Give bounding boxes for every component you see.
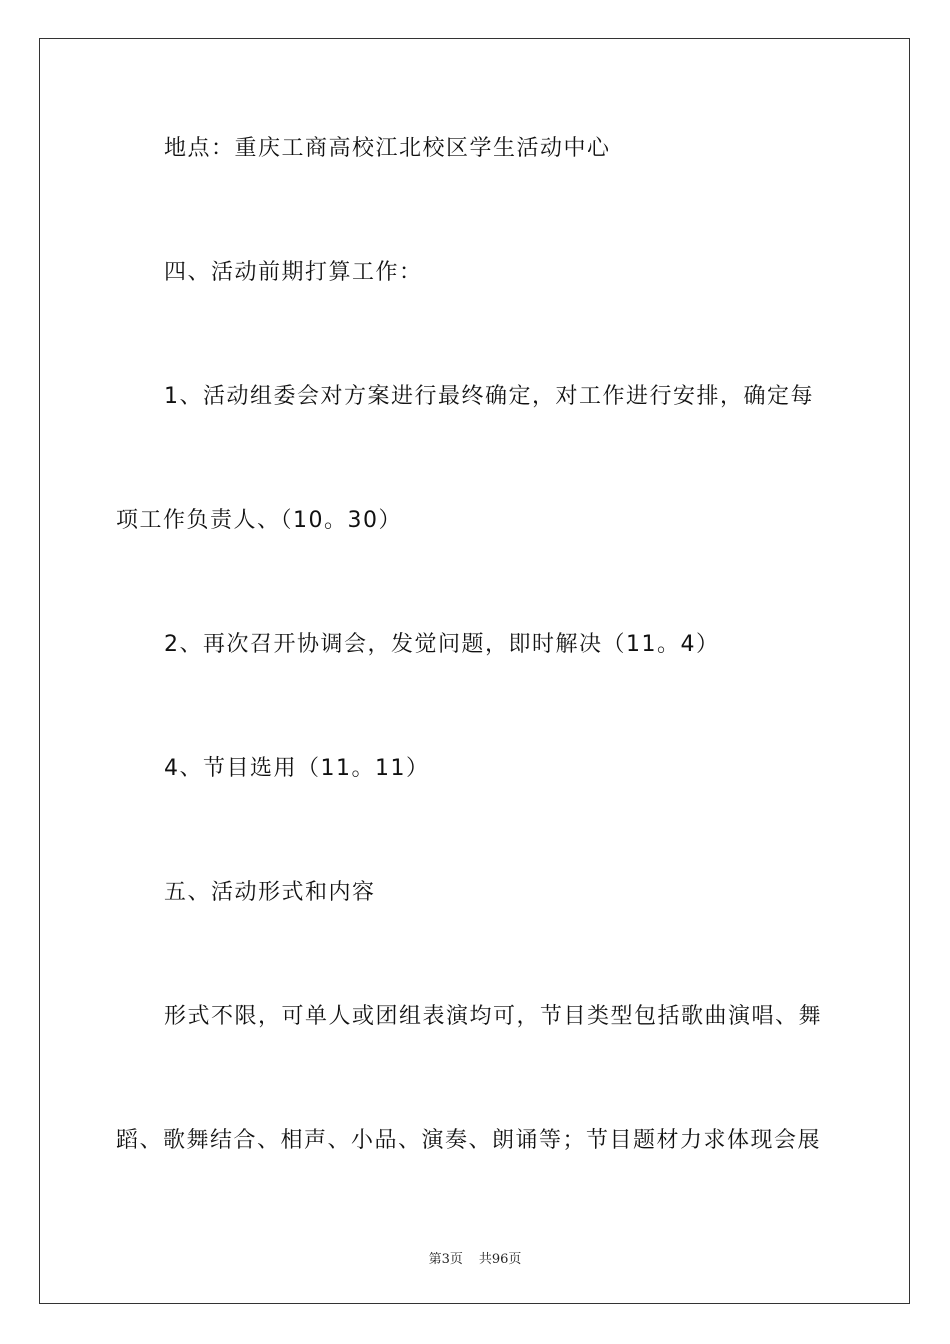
page-number: 第3页 [428, 1252, 463, 1267]
text-line-item-4: 4、节目选用（11。11） [164, 756, 430, 781]
text-line-location: 地点：重庆工商高校江北校区学生活动中心 [164, 136, 611, 161]
text-line-section-four-heading: 四、活动前期打算工作： [164, 260, 423, 285]
text-line-section-five-heading: 五、活动形式和内容 [164, 880, 376, 905]
text-line-form-paragraph-continued: 蹈、歌舞结合、相声、小品、演奏、朗诵等；节目题材力求体现会展 [116, 1128, 822, 1153]
text-line-item-1: 1、活动组委会对方案进行最终确定，对工作进行安排，确定每 [164, 384, 814, 409]
page-border [39, 38, 910, 1304]
page-total: 共96页 [478, 1252, 522, 1267]
text-line-form-paragraph: 形式不限，可单人或团组表演均可，节目类型包括歌曲演唱、舞 [164, 1004, 823, 1029]
text-line-item-2: 2、再次召开协调会，发觉问题，即时解决（11。4） [164, 632, 720, 657]
page-footer [0, 1248, 950, 1267]
text-line-item-1-continued: 项工作负责人、（10。30） [116, 508, 402, 533]
